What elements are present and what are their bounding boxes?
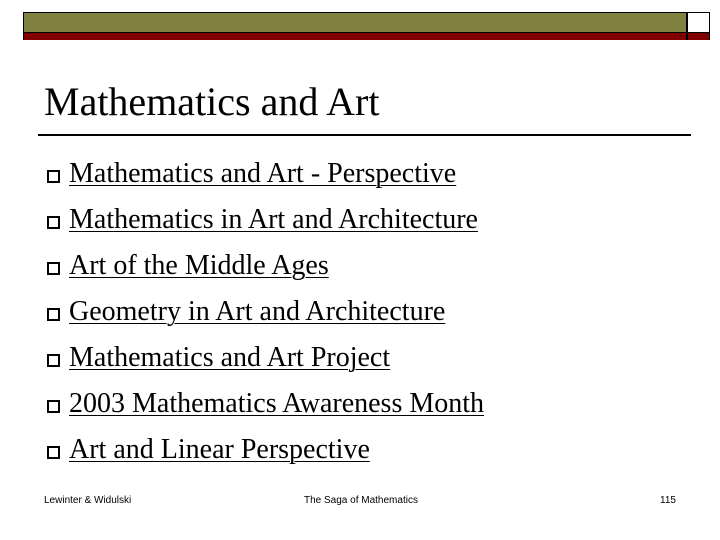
bullet-link-middle-ages[interactable]: Art of the Middle Ages bbox=[69, 250, 329, 281]
bullet-link-perspective[interactable]: Mathematics and Art - Perspective bbox=[69, 158, 457, 189]
square-bullet-icon bbox=[47, 400, 60, 413]
bullet-list bbox=[47, 151, 484, 473]
footer-authors: Lewinter & Widulski bbox=[44, 495, 132, 506]
bullet-item bbox=[47, 289, 484, 335]
bullet-item bbox=[47, 197, 484, 243]
header-bar-stripe bbox=[24, 32, 686, 40]
bullet-link-project[interactable]: Mathematics and Art Project bbox=[69, 342, 391, 373]
square-bullet-icon bbox=[47, 216, 60, 229]
square-bullet-icon bbox=[47, 354, 60, 367]
bullet-link-geometry[interactable]: Geometry in Art and Architecture bbox=[69, 296, 446, 327]
footer-book-title: The Saga of Mathematics bbox=[304, 495, 418, 506]
header-bar bbox=[23, 12, 687, 40]
bullet-link-awareness-month[interactable]: 2003 Mathematics Awareness Month bbox=[69, 388, 485, 419]
square-bullet-icon bbox=[47, 446, 60, 459]
bullet-link-linear-perspective[interactable]: Art and Linear Perspective bbox=[69, 434, 370, 465]
bullet-item bbox=[47, 243, 484, 289]
square-bullet-icon bbox=[47, 170, 60, 183]
header-corner-stripe bbox=[688, 32, 709, 40]
header-corner-box bbox=[687, 12, 710, 40]
bullet-item bbox=[47, 427, 484, 473]
square-bullet-icon bbox=[47, 308, 60, 321]
bullet-item bbox=[47, 381, 484, 427]
slide-title: Mathematics and Art bbox=[44, 79, 380, 124]
bullet-item bbox=[47, 151, 484, 197]
square-bullet-icon bbox=[47, 262, 60, 275]
title-divider bbox=[38, 134, 691, 136]
bullet-link-art-architecture[interactable]: Mathematics in Art and Architecture bbox=[69, 204, 478, 235]
bullet-item bbox=[47, 335, 484, 381]
footer-page-number: 115 bbox=[660, 495, 676, 506]
